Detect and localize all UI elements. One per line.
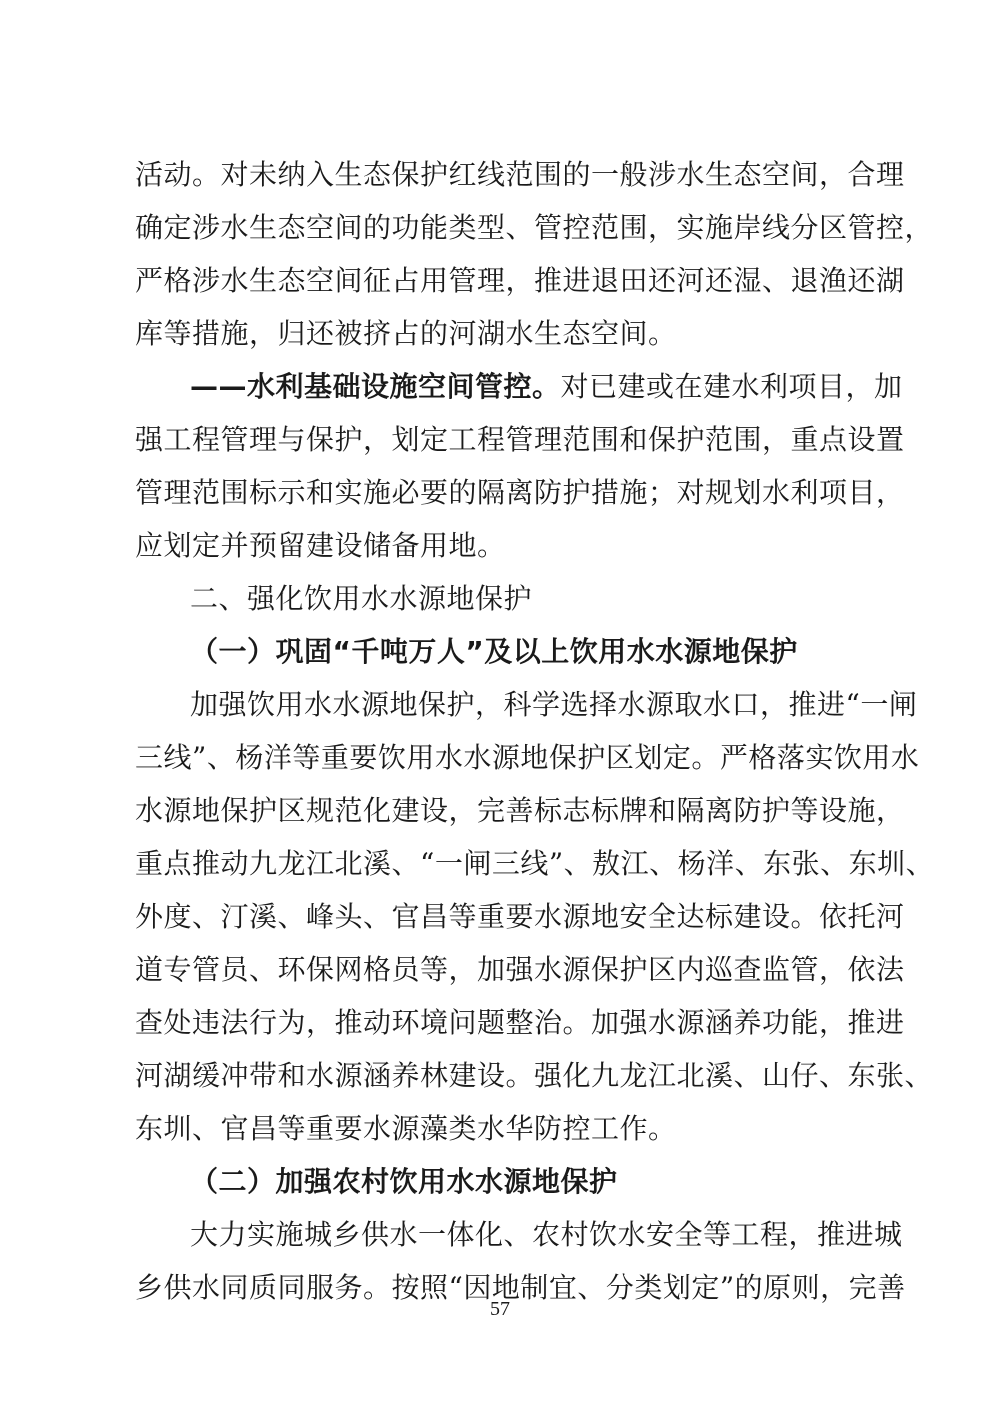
page-number: 57 (490, 1298, 510, 1320)
paragraph-inline-title: ——水利基础设施空间管控。 (190, 370, 561, 403)
paragraph-line: 水源地保护区规范化建设，完善标志标牌和隔离防护等设施， (135, 794, 905, 827)
paragraph-line: 加强饮用水水源地保护，科学选择水源取水口，推进“一闸 (190, 688, 918, 721)
paragraph-line: 查处违法行为，推动环境问题整治。加强水源涵养功能，推进 (135, 1006, 905, 1039)
paragraph-line-with-title (190, 367, 903, 407)
paragraph-line: 严格涉水生态空间征占用管理，推进退田还河还湿、退渔还湖 (135, 264, 905, 297)
paragraph-line: 河湖缓冲带和水源涵养林建设。强化九龙江北溪、山仔、东张、 (135, 1059, 934, 1092)
paragraph-line: 乡供水同质同服务。按照“因地制宜、分类划定”的原则，完善 (135, 1271, 906, 1304)
paragraph-line: 大力实施城乡供水一体化、农村饮水安全等工程，推进城 (190, 1218, 903, 1251)
paragraph-line: 重点推动九龙江北溪、“一闸三线”、敖江、杨洋、东张、东圳、 (135, 847, 935, 880)
paragraph-line: 道专管员、环保网格员等，加强水源保护区内巡查监管，依法 (135, 953, 905, 986)
paragraph-line: 管理范围标示和实施必要的隔离防护措施；对规划水利项目， (135, 476, 905, 509)
paragraph-line: 三线”、杨洋等重要饮用水水源地保护区划定。严格落实饮用水 (135, 741, 920, 774)
section-heading: 二、强化饮用水水源地保护 (190, 582, 533, 615)
paragraph-line: 外度、汀溪、峰头、官昌等重要水源地安全达标建设。依托河 (135, 900, 905, 933)
subsection-heading: （一）巩固“千吨万人”及以上饮用水水源地保护 (190, 635, 798, 668)
paragraph-line: 强工程管理与保护，划定工程管理范围和保护范围，重点设置 (135, 423, 905, 456)
paragraph-line: 库等措施，归还被挤占的河湖水生态空间。 (135, 317, 677, 350)
paragraph-line: 应划定并预留建设储备用地。 (135, 529, 506, 562)
paragraph-text: 对已建或在建水利项目，加 (560, 370, 903, 403)
paragraph-line: 活动。对未纳入生态保护红线范围的一般涉水生态空间，合理 (135, 158, 905, 191)
paragraph-line: 确定涉水生态空间的功能类型、管控范围，实施岸线分区管控， (135, 211, 934, 244)
subsection-heading: （二）加强农村饮用水水源地保护 (190, 1165, 618, 1198)
paragraph-line: 东圳、官昌等重要水源藻类水华防控工作。 (135, 1112, 677, 1145)
